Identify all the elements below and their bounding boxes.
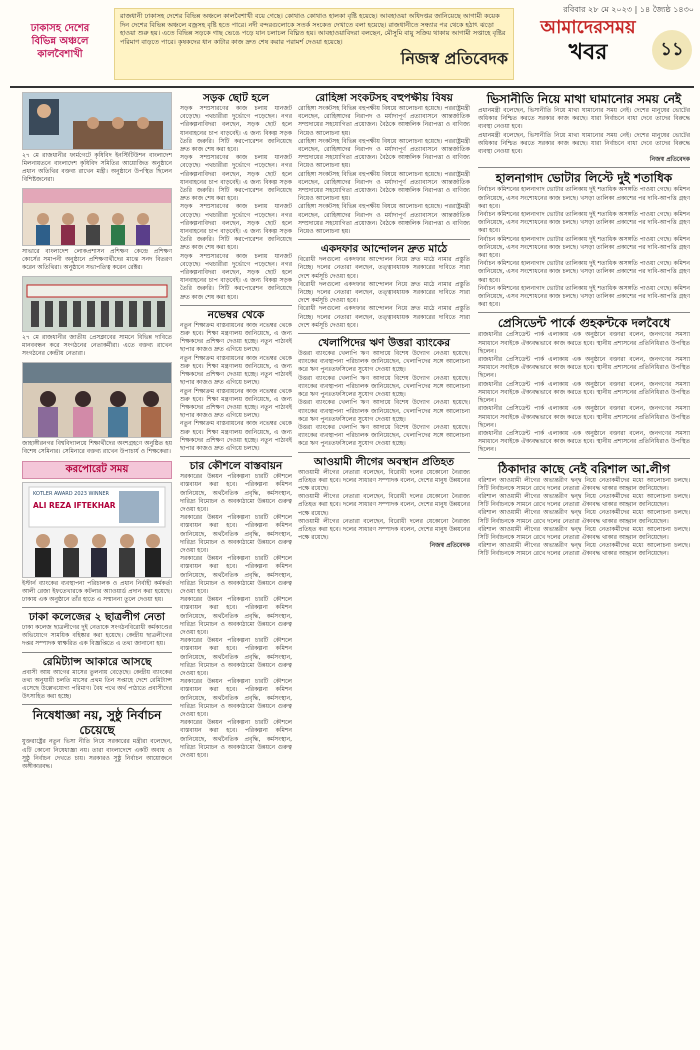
- article-election: যুক্তরাষ্ট্রের নতুন ভিসা নীতি নিয়ে সরকারের মন্ত্রীরা বলেছেন, এটি কোনো নিষেধাজ্ঞা নয়। তারা বাংলাদেশে একটি অবাধ ও সুষ্ঠু নির্বাচন দেখতে চায়। সরকারও সুষ্ঠু নির্বাচন আয়োজনে অঙ্গীকারবদ্ধ।: [22, 738, 172, 771]
- brand-block: [528, 16, 648, 66]
- divider: [478, 458, 690, 459]
- article-barishal-cont: বরিশাল আওয়ামী লীগের অভ্যন্তরীণ দ্বন্দ্ব নিয়ে নেতাকর্মীদের মধ্যে আলোচনা চলছে। সিটি নির্বাচনকে সামনে রেখে দলের নেতারা ঐক্যবদ্ধ থাকার আহ্বান জানিয়েছেন।: [478, 492, 690, 509]
- header-left-line: বিভিন্ন অঞ্চলে: [31, 36, 89, 47]
- headline-voter-list: হালনাগাদ ভোটার লিস্টে দুই শতাধিক: [495, 171, 673, 186]
- divider: [180, 305, 292, 306]
- photo-caption-1: ২৭ মে রাজধানীর ফার্মগেটে কৃষিবিদ ইনস্টিটিউশন বাংলাদেশ মিলনায়তনে বাংলাদেশ কৃষিবিদ সমিতির আয়োজিত অনুষ্ঠানে প্রধান অতিথির বক্তব্য রাখেন মন্ত্রী। অনুষ্ঠানে উপস্থিত ছিলেন বিশিষ্টজনেরা।: [22, 152, 172, 183]
- article-remittance: প্রবাসী আয় আগের মাসের তুলনায় বেড়েছে। কেন্দ্রীয় ব্যাংকের তথ্য অনুযায়ী চলতি মাসের প্রথম তিন সপ্তাহে দেশে রেমিট্যান্স এসেছে উল্লেখযোগ্য পরিমাণ। বৈধ পথে অর্থ পাঠাতে প্রবাসীদের উৎসাহিত করা হচ্ছে।: [22, 668, 172, 701]
- corporate-photo: [22, 482, 172, 578]
- article-november-cont3: নতুন শিক্ষাক্রম বাস্তবায়নের কাজ নভেম্বর থেকে শুরু হবে। শিক্ষা মন্ত্রণালয় জানিয়েছে, এ জন্য শিক্ষকদের প্রশিক্ষণ দেওয়া হচ্ছে। নতুন পাঠ্যবই ছাপার কাজও দ্রুত এগিয়ে চলছে।: [180, 420, 292, 452]
- article-uttara-bank: উত্তরা ব্যাংকের খেলাপি ঋণ আদায়ে বিশেষ উদ্যোগ নেওয়া হয়েছে। ব্যাংকের ব্যবস্থাপনা পরিচালক জানিয়েছেন, খেলাপিদের সঙ্গে আলোচনা করে ঋণ পুনঃতফসিলের সুযোগ দেওয়া হচ্ছে।: [298, 350, 470, 374]
- article-president-park-cont: রাজধানীর প্রেসিডেন্ট পার্ক এলাকায় এক অনুষ্ঠানে বক্তারা বলেন, জনগণের সমস্যা সমাধানে সবাইকে ঐক্যবদ্ধভাবে কাজ করতে হবে। স্থানীয় প্রশাসনের প্রতিনিধিরাও উপস্থিত ছিলেন।: [478, 356, 690, 380]
- column-photos: [22, 92, 172, 1042]
- divider: [298, 239, 470, 240]
- photo-caption-4: জাহাঙ্গীরনগর বিশ্ববিদ্যালয়ে শিক্ষার্থীদের অংশগ্রহণে অনুষ্ঠিত হয় বিশেষ সেমিনার। সেমিনারে বক্তব্য রাখেন উপাচার্য ও শিক্ষকেরা।: [22, 440, 172, 455]
- article-road-cont2: সড়ক সম্প্রসারণের কাজ চলায় যানজট বেড়েছে। পথচারীরা দুর্ভোগে পড়েছেন। নগর পরিকল্পনাবিদরা বলছেন, সড়ক ছোট হলে যানবাহনের চাপ বাড়বেই। এ জন্য বিকল্প সড়ক তৈরি জরুরি। সিটি করপোরেশন জানিয়েছে দ্রুত কাজ শেষ করা হবে।: [180, 203, 292, 252]
- article-voter-list-cont3: নির্বাচন কমিশনের হালনাগাদ ভোটার তালিকায় দুই শতাধিক অসঙ্গতি পাওয়া গেছে। কমিশন জানিয়েছে, এসব সংশোধনের কাজ চলছে। খসড়া তালিকা প্রকাশের পর দাবি-আপত্তি গ্রহণ করা হবে।: [478, 260, 690, 284]
- header-left-title: [10, 22, 110, 80]
- article-visa-policy-cont: প্রধানমন্ত্রী বলেছেন, ভিসানীতি নিয়ে মাথা ঘামানোর সময় নেই। দেশের মানুষের ভোটের অধিকার নিশ্চিত করতে সরকার কাজ করছে। যারা নির্বাচনে বাধা দেবে তাদের বিরুদ্ধে ব্যবস্থা নেওয়া হবে।: [478, 131, 690, 156]
- article-awami-league: আওয়ামী লীগের নেতারা বলেছেন, বিরোধী দলের যেকোনো নৈরাজ্য প্রতিহত করা হবে। দলের সাধারণ সম্পাদক বলেন, দেশের মানুষ উন্নয়নের পক্ষে রয়েছে।: [298, 468, 470, 492]
- article-voter-list-cont: নির্বাচন কমিশনের হালনাগাদ ভোটার তালিকায় দুই শতাধিক অসঙ্গতি পাওয়া গেছে। কমিশন জানিয়েছে, এসব সংশোধনের কাজ চলছে। খসড়া তালিকা প্রকাশের পর দাবি-আপত্তি গ্রহণ করা হবে।: [478, 211, 690, 235]
- article-barishal-cont2: বরিশাল আওয়ামী লীগের অভ্যন্তরীণ দ্বন্দ্ব নিয়ে নেতাকর্মীদের মধ্যে আলোচনা চলছে। সিটি নির্বাচনকে সামনে রেখে দলের নেতারা ঐক্যবদ্ধ থাকার আহ্বান জানিয়েছেন।: [478, 509, 690, 525]
- article-barishal-cont4: বরিশাল আওয়ামী লীগের অভ্যন্তরীণ দ্বন্দ্ব নিয়ে নেতাকর্মীদের মধ্যে আলোচনা চলছে। সিটি নির্বাচনকে সামনে রেখে দলের নেতারা ঐক্যবদ্ধ থাকার আহ্বান জানিয়েছেন।: [478, 542, 690, 558]
- article-barishal-cont3: বরিশাল আওয়ামী লীগের অভ্যন্তরীণ দ্বন্দ্ব নিয়ে নেতাকর্মীদের মধ্যে আলোচনা চলছে। সিটি নির্বাচনকে সামনে রেখে দলের নেতারা ঐক্যবদ্ধ থাকার আহ্বান জানিয়েছেন।: [478, 525, 690, 541]
- article-awami-league-signature: নিজস্ব প্রতিবেদক: [429, 542, 470, 550]
- article-four-strategy-cont: সরকারের উন্নয়ন পরিকল্পনা চারটি কৌশলে বাস্তবায়ন করা হবে। পরিকল্পনা কমিশন জানিয়েছে, অর্থনৈতিক প্রবৃদ্ধি, কর্মসংস্থান, দারিদ্র্য বিমোচন ও অবকাঠামো উন্নয়নে গুরুত্ব দেওয়া হবে।: [180, 514, 292, 554]
- page-number: ১১: [652, 30, 692, 70]
- article-uttara-bank-cont2: উত্তরা ব্যাংকের খেলাপি ঋণ আদায়ে বিশেষ উদ্যোগ নেওয়া হয়েছে। ব্যাংকের ব্যবস্থাপনা পরিচালক জানিয়েছেন, খেলাপিদের সঙ্গে আলোচনা করে ঋণ পুনঃতফসিলের সুযোগ দেওয়া হচ্ছে।: [298, 399, 470, 423]
- divider: [478, 167, 690, 168]
- article-four-strategy-cont3: সরকারের উন্নয়ন পরিকল্পনা চারটি কৌশলে বাস্তবায়ন করা হবে। পরিকল্পনা কমিশন জানিয়েছে, অর্থনৈতিক প্রবৃদ্ধি, কর্মসংস্থান, দারিদ্র্য বিমোচন ও অবকাঠামো উন্নয়নে গুরুত্ব দেওয়া হবে।: [180, 596, 292, 636]
- headline-november: নভেম্বর থেকে: [207, 308, 265, 321]
- article-one-point-cont2: বিরোধী দলগুলো একদফার আন্দোলন নিয়ে দ্রুত মাঠে নামার প্রস্তুতি নিচ্ছে। দলের নেতারা বলছেন, তত্ত্বাবধায়ক সরকারের দাবিতে সারা দেশে কর্মসূচি দেওয়া হবে।: [298, 305, 470, 329]
- headline-remittance: রেমিট্যান্স আকারে আসছে: [42, 655, 152, 668]
- article-voter-list-cont4: নির্বাচন কমিশনের হালনাগাদ ভোটার তালিকায় দুই শতাধিক অসঙ্গতি পাওয়া গেছে। কমিশন জানিয়েছে, এসব সংশোধনের কাজ চলছে। খসড়া তালিকা প্রকাশের পর দাবি-আপত্তি গ্রহণ করা হবে।: [478, 284, 690, 309]
- article-president-park-cont3: রাজধানীর প্রেসিডেন্ট পার্ক এলাকায় এক অনুষ্ঠানে বক্তারা বলেন, জনগণের সমস্যা সমাধানে সবাইকে ঐক্যবদ্ধভাবে কাজ করতে হবে। স্থানীয় প্রশাসনের প্রতিনিধিরাও উপস্থিত ছিলেন।: [478, 405, 690, 429]
- photo-caption-2: সাভারে বাংলাদেশ লোকপ্রশাসন প্রশিক্ষণ কেন্দ্রে প্রশিক্ষণ কোর্সের সমাপনী অনুষ্ঠানে প্রশিক্ষণার্থীদের মাঝে সনদ বিতরণ করেন অতিথিরা। অনুষ্ঠানে সভাপতিত্ব করেন রেক্টর।: [22, 248, 172, 271]
- headline-one-point: একদফার আন্দোলন দ্রুত মাঠে: [320, 243, 448, 256]
- award-banner-top: KOTLER AWARD 2023 WINNER: [33, 491, 110, 497]
- article-awami-league-cont: আওয়ামী লীগের নেতারা বলেছেন, বিরোধী দলের যেকোনো নৈরাজ্য প্রতিহত করা হবে। দলের সাধারণ সম্পাদক বলেন, দেশের মানুষ উন্নয়নের পক্ষে রয়েছে।: [298, 493, 470, 517]
- news-photo-2: [22, 188, 172, 246]
- headline-four-strategy: চার কৌশলে বাস্তবায়ন: [189, 460, 283, 473]
- article-rohingya-cont: রোহিঙ্গা সংকটসহ বিভিন্ন বহুপক্ষীয় বিষয়ে আলোচনা হয়েছে। পররাষ্ট্রমন্ত্রী বলেছেন, রোহিঙ্গাদের নিরাপদ ও মর্যাদাপূর্ণ প্রত্যাবাসনে আন্তর্জাতিক সম্প্রদায়ের সহযোগিতা প্রয়োজন। বৈঠকে আঞ্চলিক নিরাপত্তা ও বাণিজ্য নিয়েও আলোচনা হয়।: [298, 137, 470, 170]
- article-barishal: বরিশাল আওয়ামী লীগের অভ্যন্তরীণ দ্বন্দ্ব নিয়ে নেতাকর্মীদের মধ্যে আলোচনা চলছে। সিটি নির্বাচনকে সামনে রেখে দলের নেতারা ঐক্যবদ্ধ থাকার আহ্বান জানিয়েছেন।: [478, 476, 690, 492]
- article-voter-list-cont2: নির্বাচন কমিশনের হালনাগাদ ভোটার তালিকায় দুই শতাধিক অসঙ্গতি পাওয়া গেছে। কমিশন জানিয়েছে, এসব সংশোধনের কাজ চলছে। খসড়া তালিকা প্রকাশের পর দাবি-আপত্তি গ্রহণ করা হবে।: [478, 235, 690, 260]
- header-left-line: ঢাকাসহ দেশের: [30, 23, 90, 34]
- headline-visa-policy: ভিসানীতি নিয়ে মাথা ঘামানোর সময় নেই: [486, 92, 682, 106]
- article-voter-list: নির্বাচন কমিশনের হালনাগাদ ভোটার তালিকায় দুই শতাধিক অসঙ্গতি পাওয়া গেছে। কমিশন জানিয়েছে, এসব সংশোধনের কাজ চলছে। খসড়া তালিকা প্রকাশের পর দাবি-আপত্তি গ্রহণ করা হবে।: [478, 186, 690, 210]
- article-road: সড়ক সম্প্রসারণের কাজ চলায় যানজট বেড়েছে। পথচারীরা দুর্ভোগে পড়েছেন। নগর পরিকল্পনাবিদরা বলছেন, সড়ক ছোট হলে যানবাহনের চাপ বাড়বেই। এ জন্য বিকল্প সড়ক তৈরি জরুরি। সিটি করপোরেশন জানিয়েছে দ্রুত কাজ শেষ করা হবে।: [180, 105, 292, 154]
- article-four-strategy: সরকারের উন্নয়ন পরিকল্পনা চারটি কৌশলে বাস্তবায়ন করা হবে। পরিকল্পনা কমিশন জানিয়েছে, অর্থনৈতিক প্রবৃদ্ধি, কর্মসংস্থান, দারিদ্র্য বিমোচন ও অবকাঠামো উন্নয়নে গুরুত্ব দেওয়া হবে।: [180, 473, 292, 513]
- news-photo-3: [22, 276, 172, 332]
- article-road-cont: সড়ক সম্প্রসারণের কাজ চলায় যানজট বেড়েছে। পথচারীরা দুর্ভোগে পড়েছেন। নগর পরিকল্পনাবিদরা বলছেন, সড়ক ছোট হলে যানবাহনের চাপ বাড়বেই। এ জন্য বিকল্প সড়ক তৈরি জরুরি। সিটি করপোরেশন জানিয়েছে দ্রুত কাজ শেষ করা হবে।: [180, 154, 292, 203]
- article-awami-league-cont2: আওয়ামী লীগের নেতারা বলেছেন, বিরোধী দলের যেকোনো নৈরাজ্য প্রতিহত করা হবে। দলের সাধারণ সম্পাদক বলেন, দেশের মানুষ উন্নয়নের পক্ষে রয়েছে।: [298, 517, 470, 542]
- column-2: [180, 92, 292, 1042]
- brand-logo: আমাদেরসময়: [540, 17, 636, 38]
- headline-president-park: প্রেসিডেন্ট পার্কে গুহকন্টকে দলবৈধে: [497, 316, 671, 331]
- header-divider: [10, 86, 694, 88]
- article-one-point-cont: বিরোধী দলগুলো একদফার আন্দোলন নিয়ে দ্রুত মাঠে নামার প্রস্তুতি নিচ্ছে। দলের নেতারা বলছেন, তত্ত্বাবধায়ক সরকারের দাবিতে সারা দেশে কর্মসূচি দেওয়া হবে।: [298, 280, 470, 305]
- divider: [298, 333, 470, 334]
- header-date: রবিবার ২৮ মে ২০২৩ | ১৪ জ্যৈষ্ঠ ১৪৩০: [563, 5, 694, 14]
- article-uttara-bank-cont: উত্তরা ব্যাংকের খেলাপি ঋণ আদায়ে বিশেষ উদ্যোগ নেওয়া হয়েছে। ব্যাংকের ব্যবস্থাপনা পরিচালক জানিয়েছেন, খেলাপিদের সঙ্গে আলোচনা করে ঋণ পুনঃতফসিলের সুযোগ দেওয়া হচ্ছে।: [298, 374, 470, 399]
- article-four-strategy-cont4: সরকারের উন্নয়ন পরিকল্পনা চারটি কৌশলে বাস্তবায়ন করা হবে। পরিকল্পনা কমিশন জানিয়েছে, অর্থনৈতিক প্রবৃদ্ধি, কর্মসংস্থান, দারিদ্র্য বিমোচন ও অবকাঠামো উন্নয়নে গুরুত্ব দেওয়া হবে।: [180, 637, 292, 677]
- column-4: [478, 92, 690, 1042]
- corporate-caption: ইস্টার্ন ব্যাংকের ব্যবস্থাপনা পরিচালক ও প্রধান নির্বাহী কর্মকর্তা আলী রেজা ইফতেখারকে কটলার অ্যাওয়ার্ড প্রদান করা হয়েছে। ঢাকায় এক অনুষ্ঠানে তাঁর হাতে এ সম্মাননা তুলে দেওয়া হয়।: [22, 580, 172, 603]
- award-banner-name: ALI REZA IFTEKHAR: [33, 501, 116, 510]
- corporate-section-header: [22, 461, 172, 479]
- divider: [22, 652, 172, 653]
- corporate-section-title: করপোরেট সময়: [65, 464, 129, 475]
- header-news-signature: নিজস্ব প্রতিবেদক: [400, 49, 508, 69]
- divider: [22, 704, 172, 705]
- article-dhaka-college: ঢাকা কলেজ ছাত্রলীগের দুই নেতাকে সংগঠনবিরোধী কর্মকাণ্ডের অভিযোগে সাময়িক বহিষ্কার করা হয়েছে। কেন্দ্রীয় ছাত্রলীগের দপ্তর সম্পাদক স্বাক্ষরিত এক বিজ্ঞপ্তিতে এ তথ্য জানানো হয়।: [22, 624, 172, 648]
- divider: [298, 452, 470, 453]
- header-news-box: [114, 8, 514, 80]
- photo-4-art: [23, 363, 171, 437]
- headline-awami-league: আওয়ামী লীগের অবস্থান প্রতিহত: [313, 455, 455, 468]
- divider: [180, 456, 292, 457]
- headline-dhaka-college: ঢাকা কলেজের ২ ছাত্রলীগ নেতা: [29, 611, 165, 623]
- article-november-cont2: নতুন শিক্ষাক্রম বাস্তবায়নের কাজ নভেম্বর থেকে শুরু হবে। শিক্ষা মন্ত্রণালয় জানিয়েছে, এ জন্য শিক্ষকদের প্রশিক্ষণ দেওয়া হচ্ছে। নতুন পাঠ্যবই ছাপার কাজও দ্রুত এগিয়ে চলছে।: [180, 387, 292, 420]
- header-news-text: রাজধানী ঢাকাসহ দেশের বিভিন্ন অঞ্চলে কালবৈশাখী বয়ে গেছে। কোথাও কোথাও হালকা বৃষ্টি হয়েছে। আবহাওয়া অধিদপ্তর জানিয়েছে আগামী কয়েক দিন দেশের বিভিন্ন অঞ্চলে বজ্রসহ বৃষ্টি হতে পারে। নদী বন্দরগুলোকে সতর্ক সংকেত দেখাতে বলা হয়েছে। রাজধানীতে সন্ধ্যার পর থেকে হঠাৎ ঝড়ো হাওয়া শুরু হয়। এতে বিভিন্ন সড়কে গাছ ভেঙে পড়ে যান চলাচল বিঘ্নিত হয়। আবহাওয়াবিদরা বলছেন, মৌসুমি বায়ু সক্রিয় থাকায় আগামী সপ্তাহে বৃষ্টির পরিমাণ বাড়তে পারে। কৃষকদের ধান কাটার কাজ দ্রুত শেষ করার পরামর্শ দেওয়া হয়েছে।: [120, 12, 506, 46]
- article-november: নতুন শিক্ষাক্রম বাস্তবায়নের কাজ নভেম্বর থেকে শুরু হবে। শিক্ষা মন্ত্রণালয় জানিয়েছে, এ জন্য শিক্ষকদের প্রশিক্ষণ দেওয়া হচ্ছে। নতুন পাঠ্যবই ছাপার কাজও দ্রুত এগিয়ে চলছে।: [180, 321, 292, 354]
- divider: [478, 312, 690, 313]
- article-four-strategy-cont2: সরকারের উন্নয়ন পরিকল্পনা চারটি কৌশলে বাস্তবায়ন করা হবে। পরিকল্পনা কমিশন জানিয়েছে, অর্থনৈতিক প্রবৃদ্ধি, কর্মসংস্থান, দারিদ্র্য বিমোচন ও অবকাঠামো উন্নয়নে গুরুত্ব দেওয়া হবে।: [180, 555, 292, 595]
- photo-1-art: [23, 93, 171, 149]
- article-rohingya-cont2: রোহিঙ্গা সংকটসহ বিভিন্ন বহুপক্ষীয় বিষয়ে আলোচনা হয়েছে। পররাষ্ট্রমন্ত্রী বলেছেন, রোহিঙ্গাদের নিরাপদ ও মর্যাদাপূর্ণ প্রত্যাবাসনে আন্তর্জাতিক সম্প্রদায়ের সহযোগিতা প্রয়োজন। বৈঠকে আঞ্চলিক নিরাপত্তা ও বাণিজ্য নিয়েও আলোচনা হয়।: [298, 170, 470, 203]
- article-visa-policy-signature: নিজস্ব প্রতিবেদক: [649, 156, 690, 164]
- article-president-park: রাজধানীর প্রেসিডেন্ট পার্ক এলাকায় এক অনুষ্ঠানে বক্তারা বলেন, জনগণের সমস্যা সমাধানে সবাইকে ঐক্যবদ্ধভাবে কাজ করতে হবে। স্থানীয় প্রশাসনের প্রতিনিধিরাও উপস্থিত ছিলেন।: [478, 331, 690, 355]
- headline-uttara-bank: খেলাপিদের ঋণ উত্তরা ব্যাংকের: [318, 337, 450, 350]
- article-one-point: বিরোধী দলগুলো একদফার আন্দোলন নিয়ে দ্রুত মাঠে নামার প্রস্তুতি নিচ্ছে। দলের নেতারা বলছেন, তত্ত্বাবধায়ক সরকারের দাবিতে সারা দেশে কর্মসূচি দেওয়া হবে।: [298, 256, 470, 280]
- page-header: [10, 4, 694, 80]
- divider: [22, 607, 172, 608]
- news-photo-1: [22, 92, 172, 150]
- headline-road: সড়ক ছোট হলে: [202, 92, 270, 104]
- article-president-park-cont4: রাজধানীর প্রেসিডেন্ট পার্ক এলাকায় এক অনুষ্ঠানে বক্তারা বলেন, জনগণের সমস্যা সমাধানে সবাইকে ঐক্যবদ্ধভাবে কাজ করতে হবে। স্থানীয় প্রশাসনের প্রতিনিধিরাও উপস্থিত ছিলেন।: [478, 429, 690, 454]
- photo-caption-3: ২৭ মে রাজধানীর জাতীয় প্রেসক্লাবের সামনে বিভিন্ন দাবিতে মানববন্ধন করে সংগঠনের নেতাকর্মীরা। এতে বক্তব্য রাখেন সংগঠনের কেন্দ্রীয় নেতারা।: [22, 334, 172, 357]
- article-uttara-bank-cont3: উত্তরা ব্যাংকের খেলাপি ঋণ আদায়ে বিশেষ উদ্যোগ নেওয়া হয়েছে। ব্যাংকের ব্যবস্থাপনা পরিচালক জানিয়েছেন, খেলাপিদের সঙ্গে আলোচনা করে ঋণ পুনঃতফসিলের সুযোগ দেওয়া হচ্ছে।: [298, 423, 470, 448]
- section-title: খবর: [568, 40, 608, 65]
- article-visa-policy: প্রধানমন্ত্রী বলেছেন, ভিসানীতি নিয়ে মাথা ঘামানোর সময় নেই। দেশের মানুষের ভোটের অধিকার নিশ্চিত করতে সরকার কাজ করছে। যারা নির্বাচনে বাধা দেবে তাদের বিরুদ্ধে ব্যবস্থা নেওয়া হবে।: [478, 107, 690, 131]
- news-photo-4: [22, 362, 172, 438]
- article-road-cont3: সড়ক সম্প্রসারণের কাজ চলায় যানজট বেড়েছে। পথচারীরা দুর্ভোগে পড়েছেন। নগর পরিকল্পনাবিদরা বলছেন, সড়ক ছোট হলে যানবাহনের চাপ বাড়বেই। এ জন্য বিকল্প সড়ক তৈরি জরুরি। সিটি করপোরেশন জানিয়েছে দ্রুত কাজ শেষ করা হবে।: [180, 252, 292, 301]
- photo-2-art: [23, 189, 171, 245]
- headline-barishal: ঠিকাদার কাছে নেই বরিশাল আ.লীগ: [497, 461, 671, 476]
- article-president-park-cont2: রাজধানীর প্রেসিডেন্ট পার্ক এলাকায় এক অনুষ্ঠানে বক্তারা বলেন, জনগণের সমস্যা সমাধানে সবাইকে ঐক্যবদ্ধভাবে কাজ করতে হবে। স্থানীয় প্রশাসনের প্রতিনিধিরাও উপস্থিত ছিলেন।: [478, 380, 690, 405]
- article-november-cont: নতুন শিক্ষাক্রম বাস্তবায়নের কাজ নভেম্বর থেকে শুরু হবে। শিক্ষা মন্ত্রণালয় জানিয়েছে, এ জন্য শিক্ষকদের প্রশিক্ষণ দেওয়া হচ্ছে। নতুন পাঠ্যবই ছাপার কাজও দ্রুত এগিয়ে চলছে।: [180, 354, 292, 387]
- column-3: [298, 92, 470, 1042]
- headline-rohingya: রোহিঙ্গা সংকটসহ বহুপক্ষীয় বিষয়: [315, 92, 453, 104]
- article-rohingya: রোহিঙ্গা সংকটসহ বিভিন্ন বহুপক্ষীয় বিষয়ে আলোচনা হয়েছে। পররাষ্ট্রমন্ত্রী বলেছেন, রোহিঙ্গাদের নিরাপদ ও মর্যাদাপূর্ণ প্রত্যাবাসনে আন্তর্জাতিক সম্প্রদায়ের সহযোগিতা প্রয়োজন। বৈঠকে আঞ্চলিক নিরাপত্তা ও বাণিজ্য নিয়েও আলোচনা হয়।: [298, 105, 470, 137]
- article-four-strategy-cont5: সরকারের উন্নয়ন পরিকল্পনা চারটি কৌশলে বাস্তবায়ন করা হবে। পরিকল্পনা কমিশন জানিয়েছে, অর্থনৈতিক প্রবৃদ্ধি, কর্মসংস্থান, দারিদ্র্য বিমোচন ও অবকাঠামো উন্নয়নে গুরুত্ব দেওয়া হবে।: [180, 678, 292, 719]
- photo-3-art: [23, 277, 171, 331]
- article-four-strategy-cont6: সরকারের উন্নয়ন পরিকল্পনা চারটি কৌশলে বাস্তবায়ন করা হবে। পরিকল্পনা কমিশন জানিয়েছে, অর্থনৈতিক প্রবৃদ্ধি, কর্মসংস্থান, দারিদ্র্য বিমোচন ও অবকাঠামো উন্নয়নে গুরুত্ব দেওয়া হবে।: [180, 719, 292, 760]
- article-rohingya-cont3: রোহিঙ্গা সংকটসহ বিভিন্ন বহুপক্ষীয় বিষয়ে আলোচনা হয়েছে। পররাষ্ট্রমন্ত্রী বলেছেন, রোহিঙ্গাদের নিরাপদ ও মর্যাদাপূর্ণ প্রত্যাবাসনে আন্তর্জাতিক সম্প্রদায়ের সহযোগিতা প্রয়োজন। বৈঠকে আঞ্চলিক নিরাপত্তা ও বাণিজ্য নিয়েও আলোচনা হয়।: [298, 203, 470, 236]
- headline-election: নিষেধাজ্ঞা নয়, সুষ্ঠু নির্বাচন চেয়েছে: [32, 708, 162, 738]
- header-left-line: কালবৈশাখী: [37, 49, 83, 60]
